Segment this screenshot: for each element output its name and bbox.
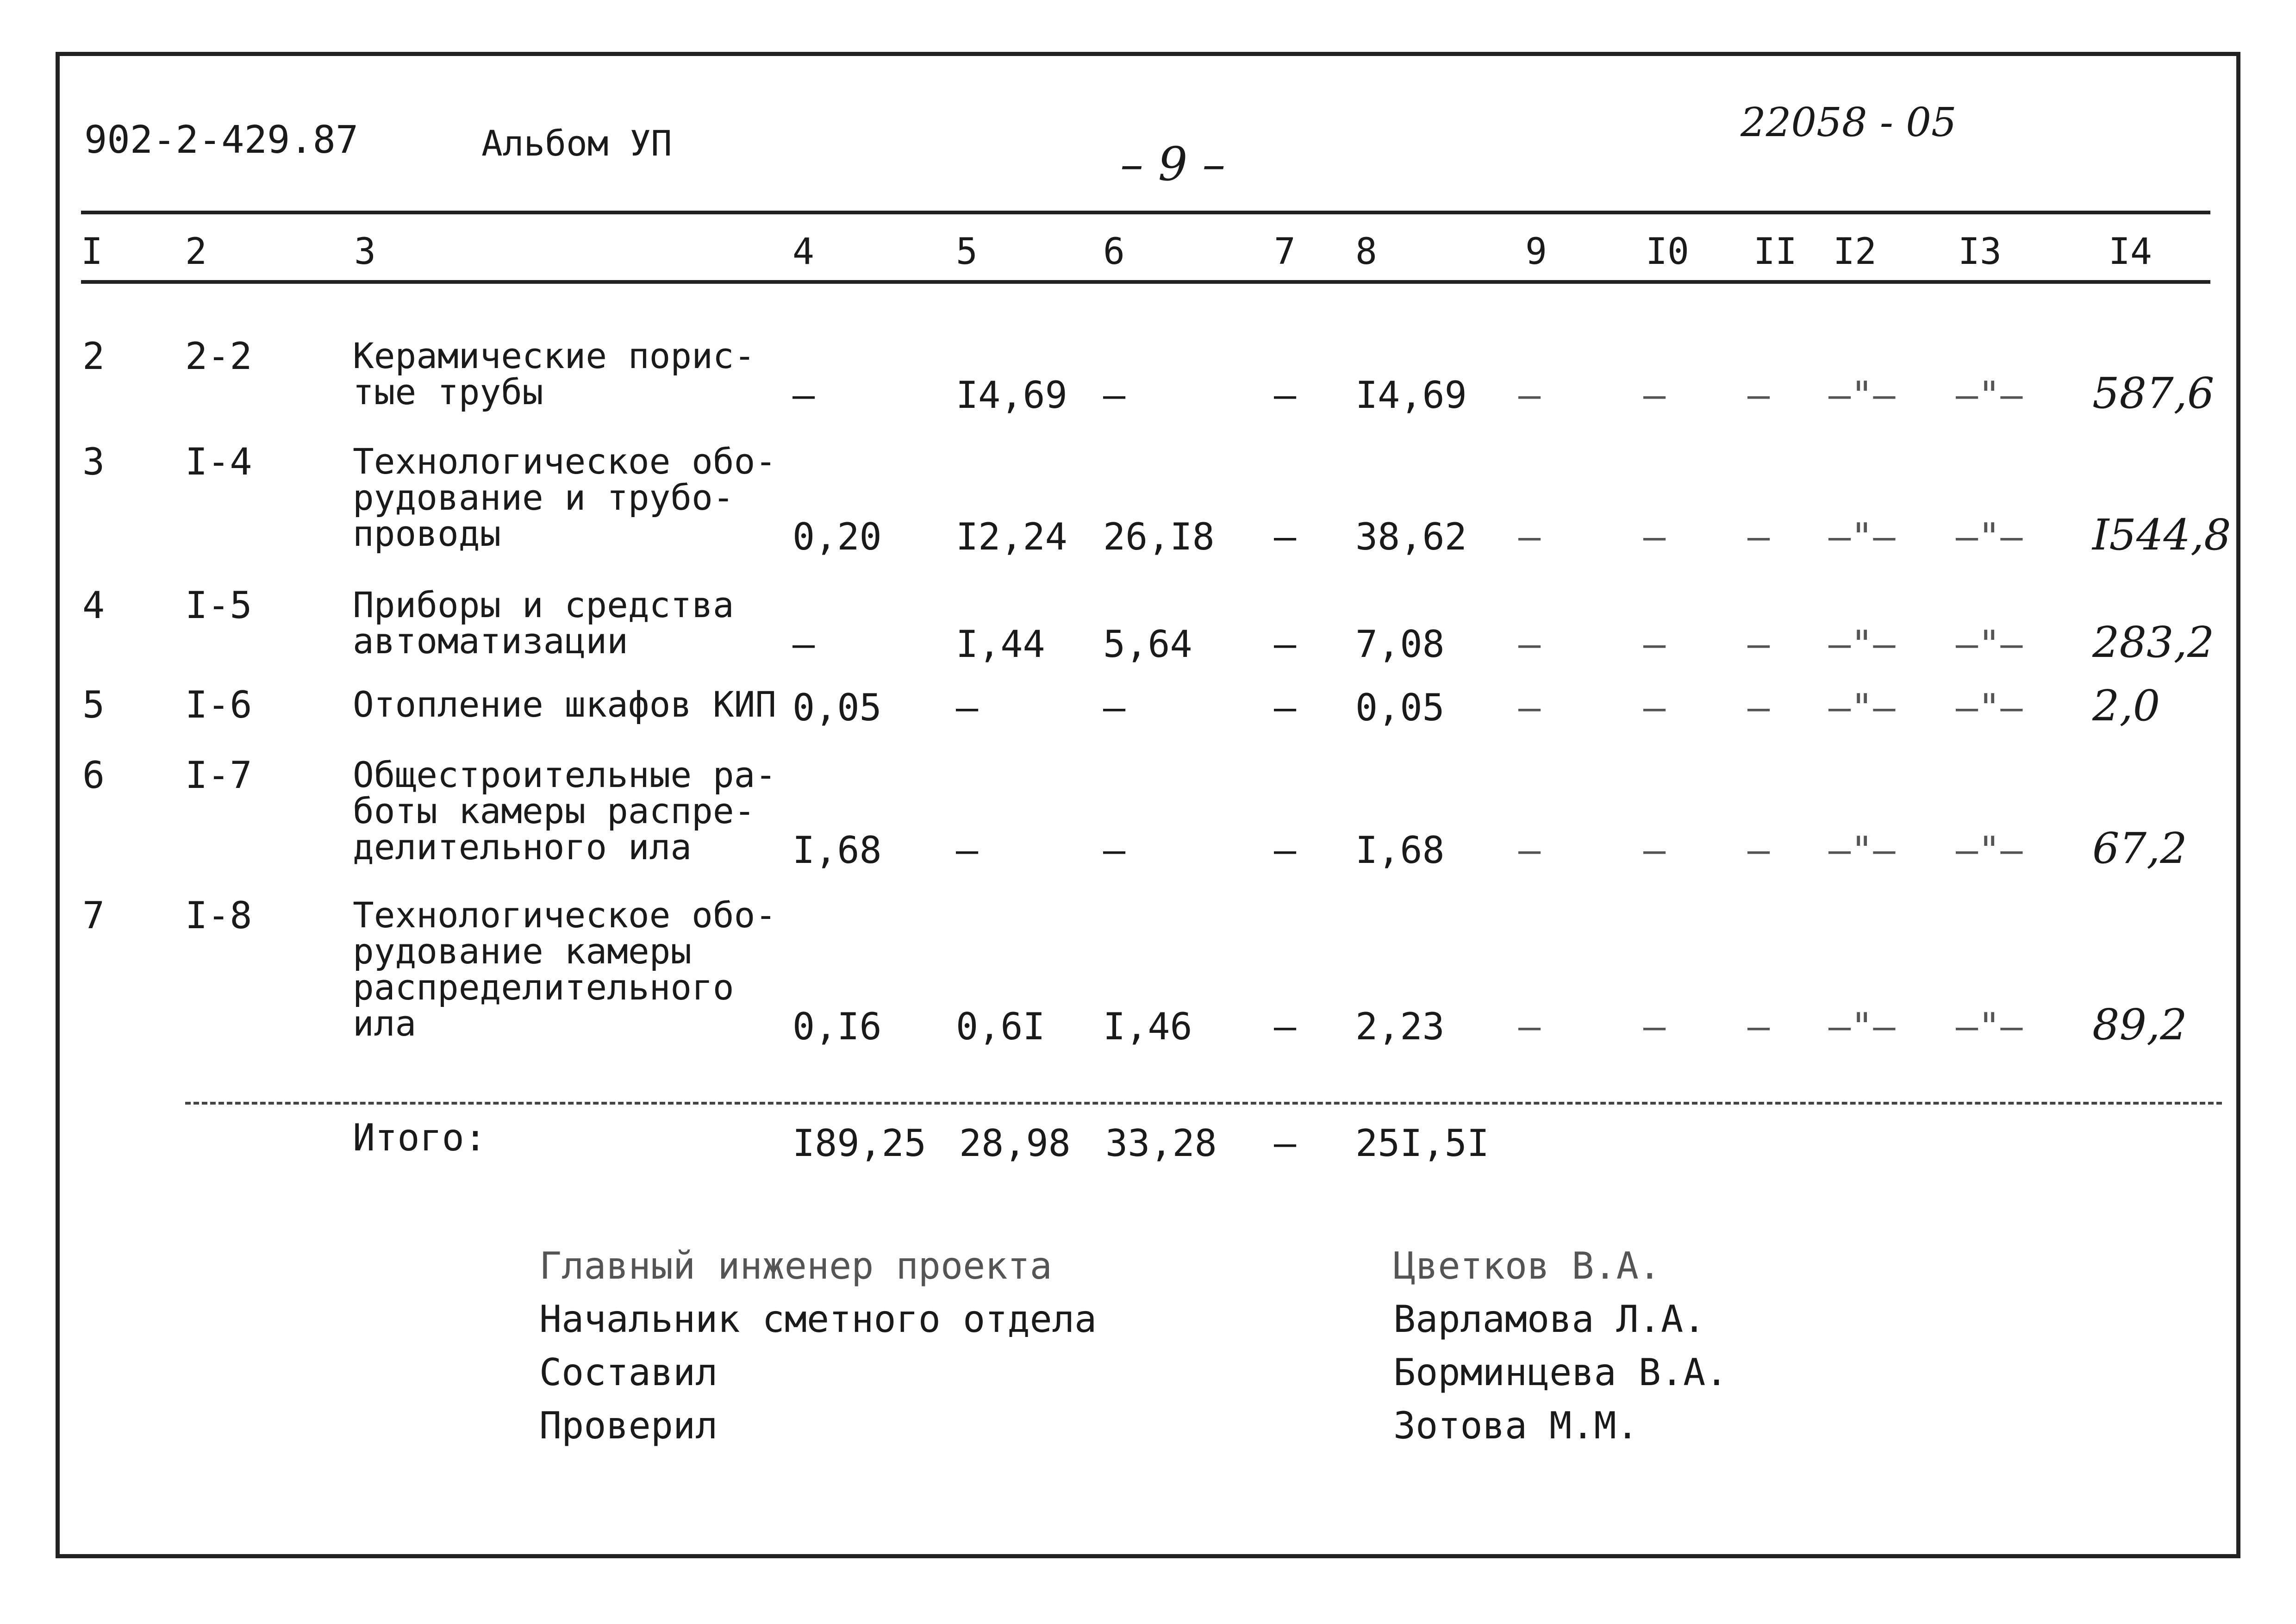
column-header: I — [81, 231, 103, 273]
cell-c9: – — [1518, 829, 1541, 872]
cell-c10: – — [1643, 623, 1666, 666]
column-header: 9 — [1525, 231, 1547, 273]
cell-c11: – — [1747, 686, 1770, 729]
cell-c4: 0,20 — [792, 515, 882, 558]
row-description: Керамические порис- тые трубы — [353, 335, 755, 412]
row-code: I-6 — [185, 683, 252, 726]
cell-c13: –"– — [1956, 374, 2023, 417]
header-rule-bottom — [81, 280, 2210, 284]
cell-c5: – — [956, 686, 979, 729]
cell-c9: – — [1518, 515, 1541, 558]
row-description: Общестроительные ра- боты камеры распре- делительного ила — [353, 754, 777, 868]
cell-c13: –"– — [1956, 623, 2023, 666]
cell-c10: – — [1643, 829, 1666, 872]
column-header: I4 — [2109, 231, 2152, 273]
signature-name: Борминцева В.А. — [1393, 1351, 1728, 1394]
cell-c9: – — [1518, 1005, 1541, 1048]
row-code: I-7 — [185, 754, 252, 797]
cell-c12: –"– — [1828, 1005, 1896, 1048]
cell-c12: –"– — [1828, 829, 1896, 872]
column-header: 7 — [1274, 231, 1296, 273]
cell-c14: 2,0 — [2092, 681, 2160, 731]
cell-c14: 67,2 — [2092, 824, 2187, 873]
cell-c7: – — [1274, 1005, 1297, 1048]
cell-c8: I4,69 — [1355, 374, 1467, 417]
cell-c13: –"– — [1956, 829, 2023, 872]
cell-c12: –"– — [1828, 374, 1896, 417]
row-number: 3 — [82, 440, 105, 483]
row-code: I-4 — [185, 440, 252, 483]
cell-c7: – — [1274, 686, 1297, 729]
cell-c10: – — [1643, 515, 1666, 558]
cell-c6: – — [1103, 829, 1126, 872]
cell-c6: – — [1103, 686, 1126, 729]
column-header: 3 — [354, 231, 376, 273]
signature-role: Начальник сметного отдела — [539, 1298, 1097, 1341]
signature-name: Зотова М.М. — [1393, 1404, 1639, 1447]
cell-c5: – — [956, 829, 979, 872]
cell-c5: I,44 — [956, 623, 1045, 666]
column-header: 8 — [1355, 231, 1377, 273]
signature-role: Главный инженер проекта — [539, 1244, 1052, 1287]
cell-c6: – — [1103, 374, 1126, 417]
cell-c10: – — [1643, 686, 1666, 729]
total-col6: 33,28 — [1105, 1122, 1217, 1165]
album-label: Альбом УП — [481, 123, 672, 164]
cell-c11: – — [1747, 374, 1770, 417]
cell-c11: – — [1747, 515, 1770, 558]
row-description: Отопление шкафов КИП — [353, 684, 777, 725]
total-col7: – — [1274, 1122, 1297, 1165]
cell-c9: – — [1518, 623, 1541, 666]
row-number: 5 — [82, 683, 105, 726]
cell-c13: –"– — [1956, 1005, 2023, 1048]
cell-c5: I4,69 — [956, 374, 1067, 417]
cell-c6: I,46 — [1103, 1005, 1192, 1048]
total-label: Итого: — [353, 1116, 487, 1159]
row-description: Технологическое обо- рудование камеры распределительного ила — [353, 894, 777, 1044]
row-number: 6 — [82, 754, 105, 797]
column-header: I2 — [1833, 231, 1877, 273]
cell-c12: –"– — [1828, 623, 1896, 666]
signature-role: Составил — [539, 1351, 718, 1394]
cell-c13: –"– — [1956, 686, 2023, 729]
cell-c11: – — [1747, 1005, 1770, 1048]
row-description: Приборы и средства автоматизации — [353, 584, 734, 662]
cell-c12: –"– — [1828, 515, 1896, 558]
cell-c4: 0,05 — [792, 686, 882, 729]
row-code: I-5 — [185, 584, 252, 627]
cell-c6: 26,I8 — [1103, 515, 1215, 558]
signature-name: Цветков В.А. — [1393, 1244, 1661, 1287]
column-header: I3 — [1958, 231, 2002, 273]
row-description: Технологическое обо- рудование и трубо- проводы — [353, 441, 777, 554]
total-separator — [185, 1102, 2222, 1105]
cell-c14: I544,8 — [2092, 510, 2231, 560]
total-col4: I89,25 — [792, 1122, 926, 1165]
signature-name: Варламова Л.А. — [1393, 1298, 1706, 1341]
row-number: 4 — [82, 584, 105, 627]
cell-c12: –"– — [1828, 686, 1896, 729]
cell-c5: 0,6I — [956, 1005, 1045, 1048]
cell-c13: –"– — [1956, 515, 2023, 558]
column-header: 4 — [792, 231, 814, 273]
cell-c8: 38,62 — [1355, 515, 1467, 558]
cell-c11: – — [1747, 829, 1770, 872]
cell-c14: 89,2 — [2092, 1000, 2187, 1049]
cell-c8: 2,23 — [1355, 1005, 1445, 1048]
header-rule-top — [81, 211, 2210, 214]
cell-c4: – — [792, 374, 815, 417]
cell-c8: 7,08 — [1355, 623, 1445, 666]
cell-c10: – — [1643, 1005, 1666, 1048]
column-header: 5 — [956, 231, 978, 273]
cell-c4: 0,I6 — [792, 1005, 882, 1048]
column-header: 2 — [185, 231, 207, 273]
page-number: – 9 – — [1120, 137, 1226, 191]
row-number: 7 — [82, 894, 105, 937]
cell-c14: 283,2 — [2092, 618, 2215, 667]
column-header: 6 — [1103, 231, 1125, 273]
cell-c7: – — [1274, 623, 1297, 666]
row-number: 2 — [82, 335, 105, 378]
row-code: I-8 — [185, 894, 252, 937]
column-header: II — [1753, 231, 1797, 273]
cell-c14: 587,6 — [2092, 369, 2215, 418]
cell-c4: I,68 — [792, 829, 882, 872]
total-col8: 25I,5I — [1355, 1122, 1489, 1165]
total-col5: 28,98 — [959, 1122, 1071, 1165]
cell-c11: – — [1747, 623, 1770, 666]
cell-c7: – — [1274, 374, 1297, 417]
cell-c9: – — [1518, 374, 1541, 417]
cell-c4: – — [792, 623, 815, 666]
document-number: 22058 - 05 — [1741, 100, 1957, 146]
cell-c10: – — [1643, 374, 1666, 417]
cell-c5: I2,24 — [956, 515, 1067, 558]
cell-c8: I,68 — [1355, 829, 1445, 872]
document-code: 902-2-429.87 — [84, 118, 359, 162]
cell-c9: – — [1518, 686, 1541, 729]
cell-c6: 5,64 — [1103, 623, 1192, 666]
signature-role: Проверил — [539, 1404, 718, 1447]
cell-c7: – — [1274, 515, 1297, 558]
cell-c8: 0,05 — [1355, 686, 1445, 729]
row-code: 2-2 — [185, 335, 252, 378]
column-header: I0 — [1646, 231, 1689, 273]
cell-c7: – — [1274, 829, 1297, 872]
